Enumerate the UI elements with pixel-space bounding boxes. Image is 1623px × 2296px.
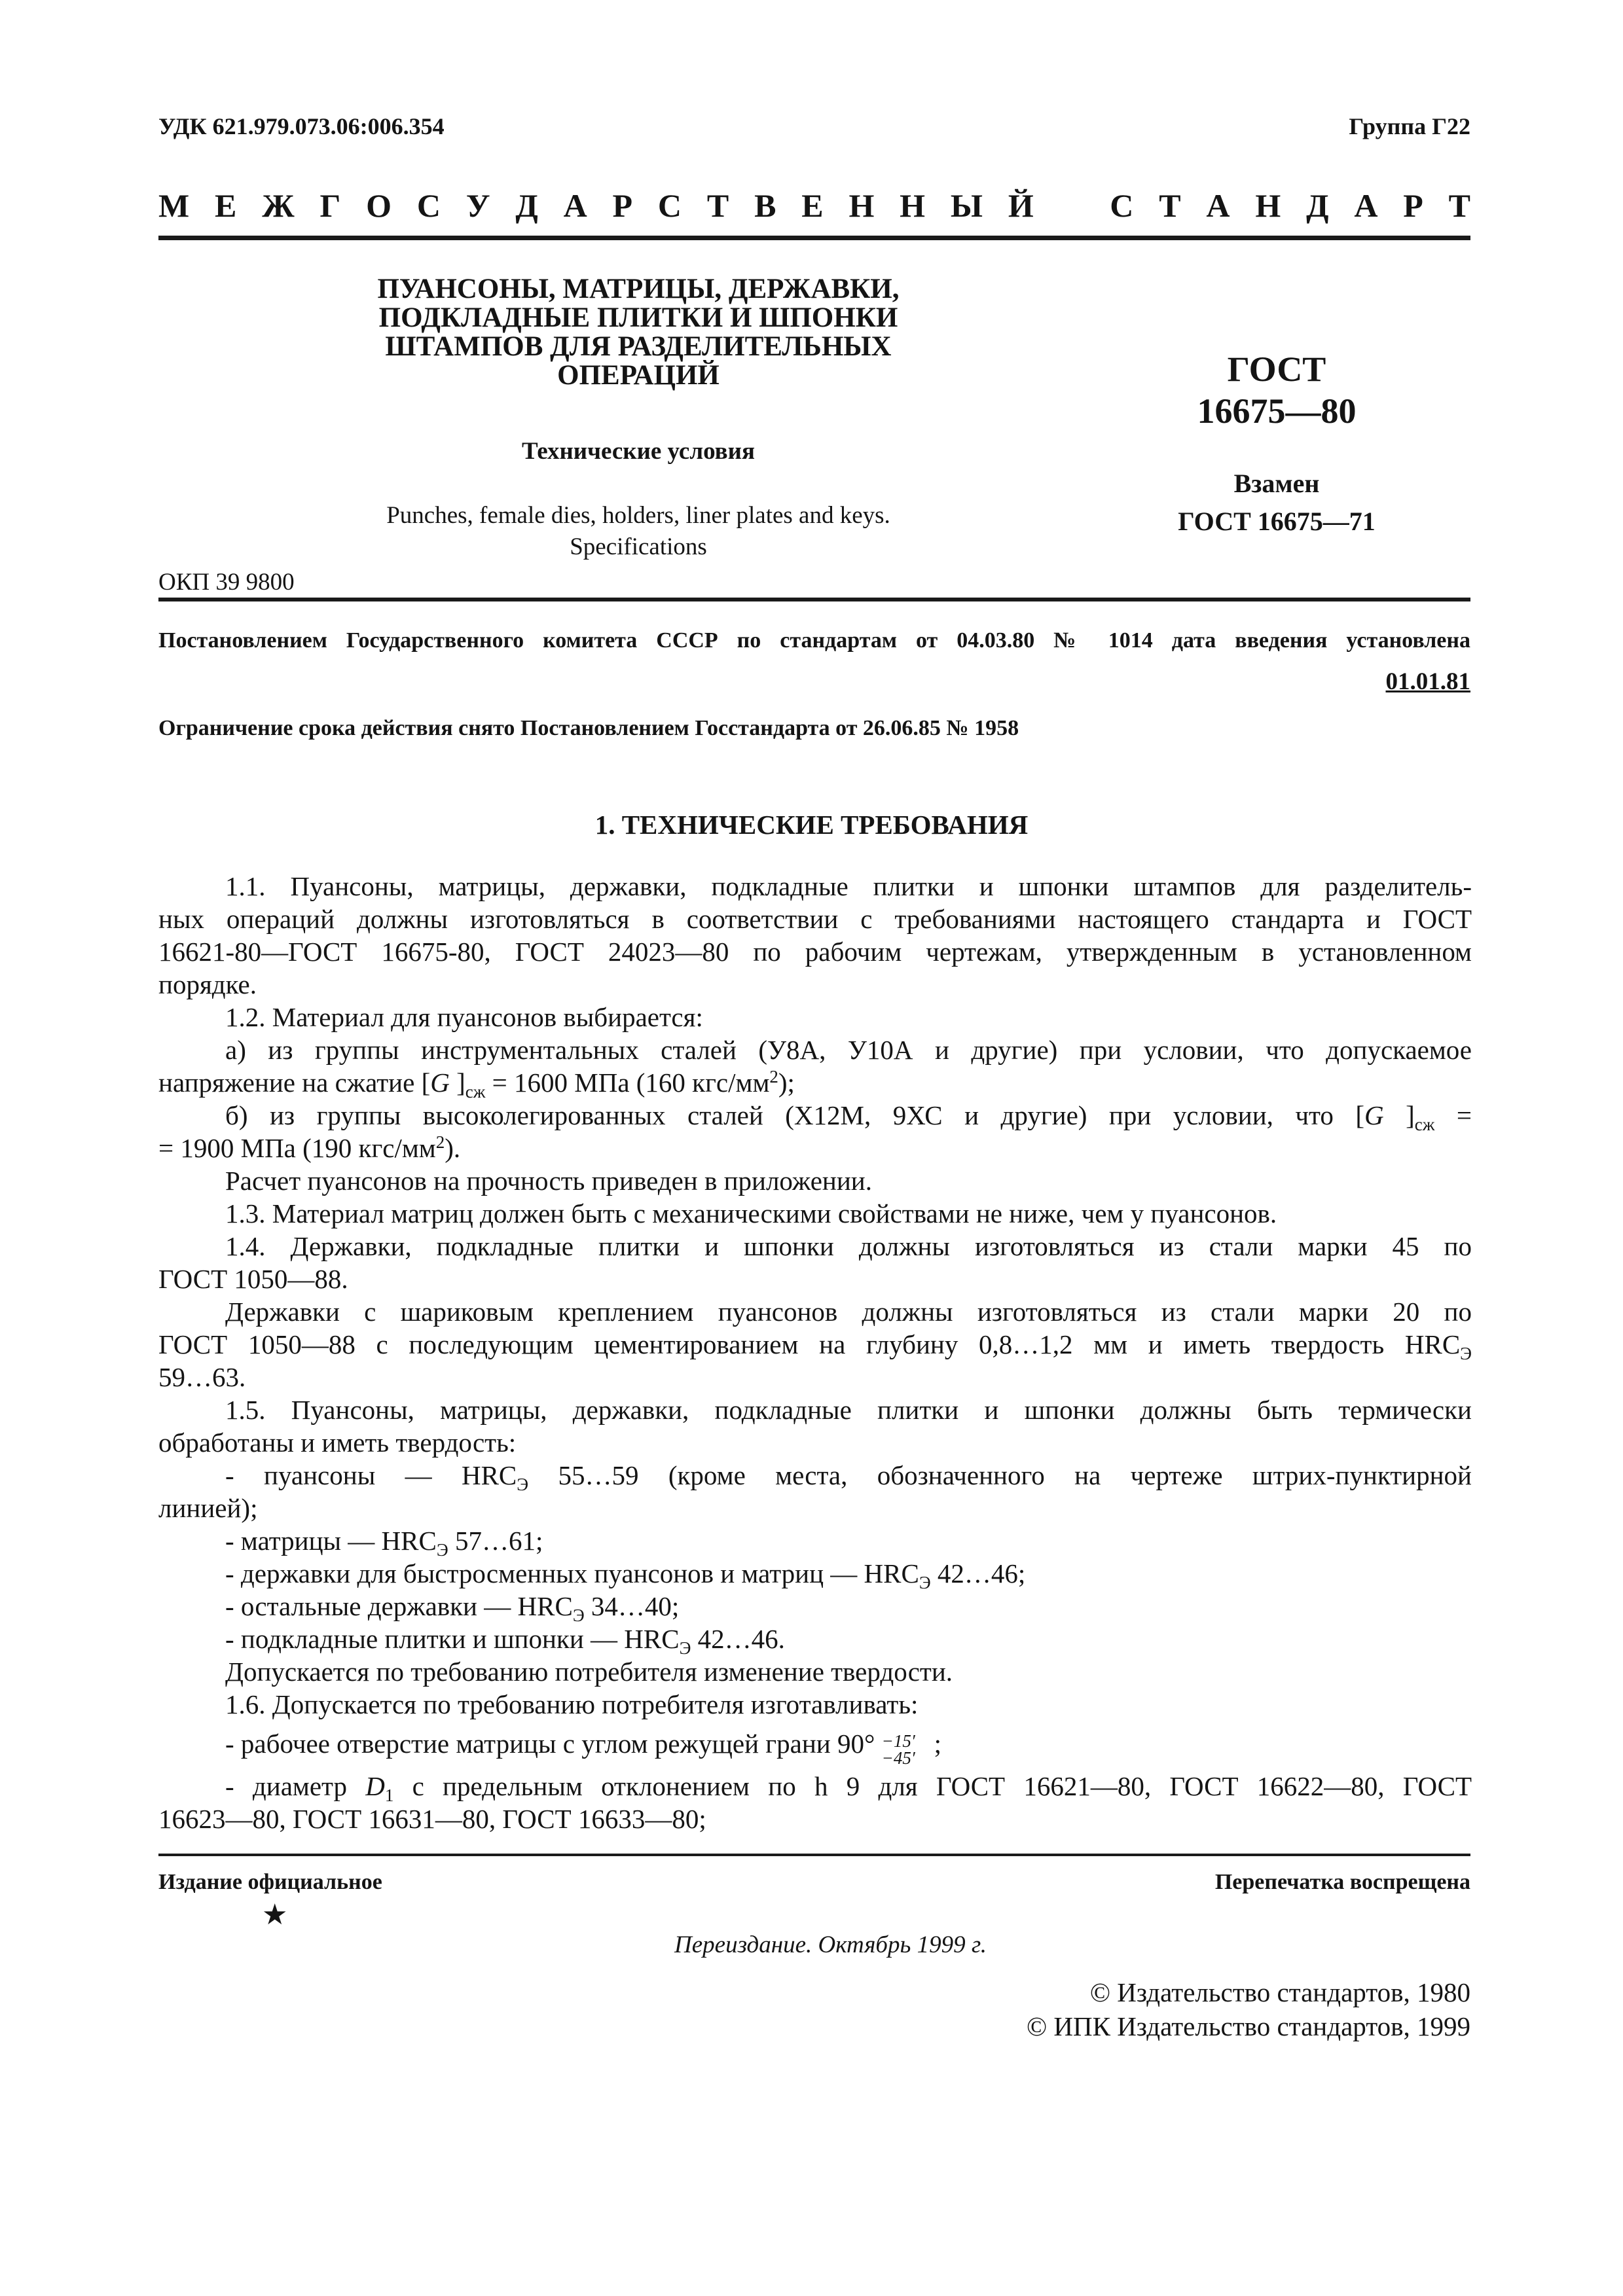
requirements-body <box>158 870 1472 1834</box>
okp-code: ОКП 39 9800 <box>158 569 295 596</box>
english-title <box>327 500 949 563</box>
angle-tolerance: −15′ −45′ <box>881 1731 915 1768</box>
paragraph-1-2b-line: б) из группы высоколегированных сталей (Х12М, 9ХС и другие) при условии, что [G ]$_{сж}$ = <box>225 1100 1472 1134</box>
title-block-rule <box>158 598 1470 601</box>
diameter-tolerance-line: 16623—80, ГОСТ 16631—80, ГОСТ 16633—80; <box>158 1804 706 1834</box>
subtitle: Технические условия <box>522 438 755 465</box>
diameter-symbol: D <box>365 1771 385 1801</box>
title-line: ОПЕРАЦИЙ <box>557 360 720 391</box>
stress-symbol: G <box>430 1067 450 1098</box>
hardness-change-note: Допускается по требованию потребителя изменение твердости. <box>225 1657 953 1687</box>
calculation-note: Расчет пуансонов на прочность приведен в приложении. <box>225 1166 872 1196</box>
paragraph-1-5-line: 1.5. Пуансоны, матрицы, державки, подкладные плитки и шпонки должны быть термически <box>225 1395 1472 1425</box>
replaces-number: ГОСТ 16675—71 <box>1178 507 1376 536</box>
paragraph-1-2: 1.2. Материал для пуансонов выбирается: <box>225 1002 703 1032</box>
paragraph-1-4b-line: ГОСТ 1050—88 с последующим цементированием на глубину 0,8…1,2 мм и иметь твердость $HRC_Э$ <box>158 1329 1472 1363</box>
paragraph-1-5-line: обработаны и иметь твердость: <box>158 1427 517 1458</box>
limitation-note: Ограничение срока действия снято Постановлением Госстандарта от 26.06.85 № 1958 <box>158 716 1019 740</box>
paragraph-1-6: 1.6. Допускается по требованию потребителя изготавливать: <box>225 1689 919 1719</box>
copyright-1999: © ИПК Издательство стандартов, 1999 <box>1026 2011 1470 2041</box>
title-line: ШТАМПОВ ДЛЯ РАЗДЕЛИТЕЛЬНЫХ <box>385 331 892 362</box>
decree-text: Постановлением Государственного комитета СССР по стандартам от 04.03.80 № 1014 дата введения установлена <box>158 628 1470 653</box>
gost-label: ГОСТ <box>1227 350 1326 389</box>
paragraph-1-1-line: 16621-80—ГОСТ 16675-80, ГОСТ 24023—80 по рабочим чертежам, утвержденным в установленном <box>158 937 1472 967</box>
footer-rule <box>158 1854 1470 1856</box>
replaces-block <box>1152 465 1401 541</box>
official-edition: Издание официальное <box>158 1870 382 1894</box>
interstate-standard-banner: М Е Ж Г О С У Д А Р С Т В Е Н Н Ы Й С Т А Н Д А Р Т <box>158 187 1470 224</box>
hardness-quick-change-holders: - державки для быстросменных пуансонов и матриц — $HRC_Э$ 42…46; <box>225 1558 1026 1592</box>
star-icon: ★ <box>262 1899 288 1931</box>
hardness-other-holders: - остальные державки — $HRC_Э$ 34…40; <box>225 1591 680 1625</box>
hardness-punches: - пуансоны — $HRC_Э$ 55…59 (кроме места, обозначенного на чертеже штрих-пунктирной <box>225 1460 1472 1494</box>
hardness-dies: - матрицы — $HRC_Э$ 57…61; <box>225 1526 543 1560</box>
introduction-date: 01.01.81 <box>1385 668 1470 695</box>
standard-title <box>340 275 936 390</box>
copyright-1980: © Издательство стандартов, 1980 <box>1089 1977 1470 2007</box>
title-line: ПУАНСОНЫ, МАТРИЦЫ, ДЕРЖАВКИ, <box>377 274 900 304</box>
diameter-tolerance-line: - диаметр $D_1$ с предельным отклонением по h 9 для ГОСТ 16621—80, ГОСТ 16622—80, ГОСТ <box>225 1771 1472 1805</box>
paragraph-1-4b-line: 59…63. <box>158 1362 246 1392</box>
hardness-plates-keys: - подкладные плитки и шпонки — $HRC_Э$ 42…46. <box>225 1624 785 1658</box>
paragraph-1-2a-line: напряжение на сжатие [G ]$_{сж} = 1600$ МПа (160 кгс/$мм^2$); <box>158 1067 795 1102</box>
paragraph-1-4-line: ГОСТ 1050—88. <box>158 1264 348 1294</box>
english-title-line: Specifications <box>570 533 707 560</box>
paragraph-1-4b-line: Державки с шариковым креплением пуансонов должны изготовляться из стали марки 20 по <box>225 1297 1472 1327</box>
die-opening-angle: - рабочее отверстие матрицы с углом режущей грани 90° −15′ −45′ ; <box>225 1729 942 1768</box>
paragraph-1-2a-line: а) из группы инструментальных сталей (У8А, У10А и другие) при условии, что допускаемое <box>225 1035 1472 1065</box>
reprint-prohibited: Перепечатка воспрещена <box>1214 1870 1470 1894</box>
udk-code: УДК 621.979.073.06:006.354 <box>158 113 445 139</box>
paragraph-1-3: 1.3. Материал матриц должен быть с механическими свойствами не ниже, чем у пуансонов. <box>225 1198 1277 1229</box>
paragraph-1-1-line: 1.1. Пуансоны, матрицы, державки, подкладные плитки и шпонки штампов для разделитель- <box>225 871 1472 901</box>
stress-symbol: G <box>1364 1100 1384 1130</box>
gost-designation <box>1152 348 1401 432</box>
english-title-line: Punches, female dies, holders, liner plates and keys. <box>386 502 890 529</box>
reissue-note: Переиздание. Октябрь 1999 г. <box>674 1931 987 1958</box>
section-heading: 1. ТЕХНИЧЕСКИЕ ТРЕБОВАНИЯ <box>594 810 1029 840</box>
paragraph-1-1-line: порядке. <box>158 969 257 999</box>
group-code: Группа Г22 <box>1349 113 1470 139</box>
paragraph-1-2b-line: = 1900 МПа (190 кгс/$мм^2$). <box>158 1132 461 1163</box>
replaces-label: Взамен <box>1233 469 1320 498</box>
hardness-punches-cont: линией); <box>158 1493 258 1523</box>
header-rule <box>158 236 1470 240</box>
paragraph-1-1-line: ных операций должны изготовляться в соответствии с требованиями настоящего стандарта и ГОСТ <box>158 904 1472 934</box>
paragraph-1-4-line: 1.4. Державки, подкладные плитки и шпонки должны изготовляться из стали марки 45 по <box>225 1231 1472 1261</box>
title-line: ПОДКЛАДНЫЕ ПЛИТКИ И ШПОНКИ <box>378 302 898 333</box>
gost-number: 16675—80 <box>1197 391 1357 431</box>
